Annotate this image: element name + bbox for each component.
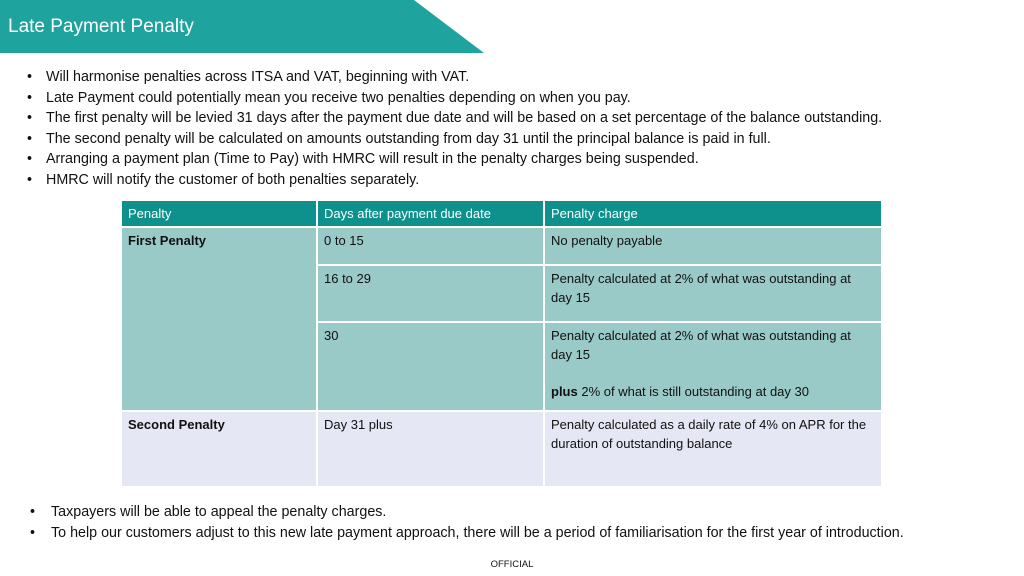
charge-cell: No penalty payable bbox=[544, 227, 882, 265]
bullet-item: • Arranging a payment plan (Time to Pay) with HMRC will result in the penalty charges being suspended. bbox=[24, 149, 882, 170]
charge-cell: Penalty calculated as a daily rate of 4% on APR for the duration of outstanding balance bbox=[544, 411, 882, 487]
bullet-item: • Late Payment could potentially mean you receive two penalties depending on when you pay. bbox=[24, 88, 882, 109]
table-header-row bbox=[121, 200, 882, 227]
charge-cell bbox=[544, 322, 882, 411]
charge-cell: Penalty calculated at 2% of what was outstanding at day 15 bbox=[544, 265, 882, 322]
first-penalty-label: First Penalty bbox=[121, 227, 317, 411]
table-row bbox=[121, 227, 882, 265]
table-row bbox=[121, 411, 882, 487]
bullet-item: • Taxpayers will be able to appeal the penalty charges. bbox=[27, 502, 957, 523]
header-penalty: Penalty bbox=[121, 200, 317, 227]
header-days: Days after payment due date bbox=[317, 200, 544, 227]
days-cell: 0 to 15 bbox=[317, 227, 544, 265]
days-cell: 16 to 29 bbox=[317, 265, 544, 322]
bullet-item: • Will harmonise penalties across ITSA and VAT, beginning with VAT. bbox=[24, 67, 882, 88]
bullet-item: • The second penalty will be calculated on amounts outstanding from day 31 until the principal balance is paid in full. bbox=[24, 129, 882, 150]
header-charge: Penalty charge bbox=[544, 200, 882, 227]
plus-keyword: plus bbox=[551, 384, 578, 399]
charge-plus-text: 2% of what is still outstanding at day 30 bbox=[577, 384, 809, 399]
second-penalty-label: Second Penalty bbox=[121, 411, 317, 487]
bullet-item: • To help our customers adjust to this new late payment approach, there will be a period of familiarisation for the first year of introduction. bbox=[27, 523, 957, 544]
days-cell: Day 31 plus bbox=[317, 411, 544, 487]
bullet-item: • HMRC will notify the customer of both penalties separately. bbox=[24, 170, 882, 191]
classification-footer: OFFICIAL bbox=[490, 559, 534, 570]
bullet-list-bottom bbox=[27, 502, 957, 543]
charge-text: Penalty calculated at 2% of what was outstanding at day 15 bbox=[551, 328, 851, 362]
bullet-item: • The first penalty will be levied 31 days after the payment due date and will be based on a set percentage of the balance outstanding. bbox=[24, 108, 882, 129]
penalty-table bbox=[120, 199, 883, 488]
page-title: Late Payment Penalty bbox=[8, 16, 194, 37]
bullet-list-top bbox=[24, 67, 882, 190]
charge-plus-line bbox=[551, 382, 875, 401]
days-cell: 30 bbox=[317, 322, 544, 411]
